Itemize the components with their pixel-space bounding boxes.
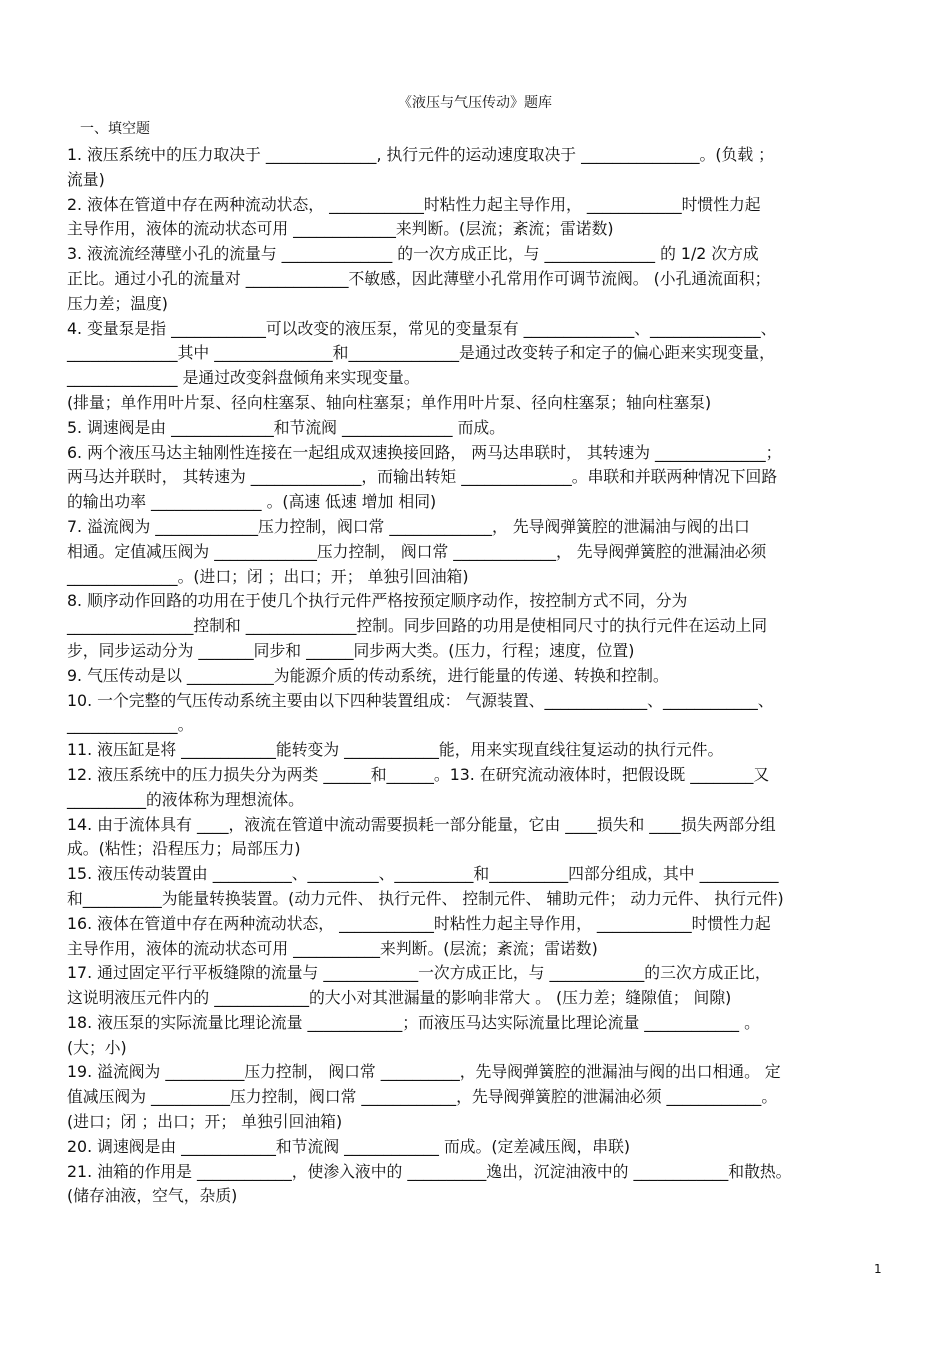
text-line: 21. 油箱的作用是 ____________，使渗入液中的 __________逸出，沉淀油液中的 ____________和散热。 [67, 1161, 792, 1181]
text-line: 这说明液压元件内的 ____________的大小对其泄漏量的影响非常大 。 (压力差；缝隙值； 间隙) [67, 988, 732, 1008]
document-title: 《液压与气压传动》题库 [398, 95, 552, 111]
text-line: 12. 液压系统中的压力损失分为两类 ______和______。13. 在研究流动液体时，把假设既 ________又 [67, 764, 770, 784]
text-line: 19. 溢流阀为 __________压力控制， 阀口常 __________，先导阀弹簧腔的泄漏油与阀的出口相通。 定 [67, 1062, 781, 1082]
text-line: 3. 液流流经薄壁小孔的流量与 ______________ 的一次方成正比，与 ______________ 的 1/2 次方成 [67, 244, 759, 264]
text-line: 正比。通过小孔的流量对 _____________不敏感，因此薄壁小孔常用作可调节流阀。 (小孔通流面积； [67, 268, 771, 288]
text-line: 20. 调速阀是由 ____________和节流阀 ____________ 而成。(定差减压阀，串联) [67, 1136, 631, 1156]
text-line: 两马达并联时， 其转速为 ______________，而输出转矩 ______________。串联和并联两种情况下回路 [67, 467, 778, 487]
text-line: 的输出功率 ______________ 。(高速 低速 增加 相同) [67, 492, 437, 512]
text-line: ______________。 [67, 715, 194, 735]
text-line: (储存油液，空气，杂质) [67, 1186, 238, 1206]
text-line: 5. 调速阀是由 _____________和节流阀 ______________ 而成。 [67, 417, 505, 437]
text-line: 相通。定值减压阀为 _____________压力控制， 阀口常 _____________， 先导阀弹簧腔的泄漏油必须 [67, 541, 767, 561]
text-line: 8. 顺序动作回路的功用在于使几个执行元件严格按预定顺序动作，按控制方式不同，分为 [67, 591, 688, 611]
question-list [67, 143, 885, 1209]
text-line: (大；小) [67, 1037, 127, 1057]
text-line: 16. 液体在管道中存在两种流动状态， ____________时粘性力起主导作用， ____________时惯性力起 [67, 913, 771, 933]
text-line: 14. 由于流体具有 ____，液流在管道中流动需要损耗一部分能量，它由 ____损失和 ____损失两部分组 [67, 814, 776, 834]
text-line: 6. 两个液压马达主轴刚性连接在一起组成双速换接回路， 两马达串联时， 其转速为 ______________； [67, 442, 782, 462]
text-line: (进口；闭 ；出口；开； 单独引回油箱) [67, 1112, 343, 1132]
text-line: 成。(粘性；沿程压力；局部压力) [67, 839, 301, 859]
text-line: 17. 通过固定平行平板缝隙的流量与 ____________一次方成正比，与 ____________的三次方成正比， [67, 963, 771, 983]
section-heading: 一、填空题 [80, 121, 150, 137]
text-line: 11. 液压缸是将 ____________能转变为 ____________能，用来实现直线往复运动的执行元件。 [67, 740, 724, 760]
text-line: 流量) [67, 169, 105, 189]
text-line: ______________。(进口；闭 ；出口；开； 单独引回油箱) [67, 566, 469, 586]
text-line: 10. 一个完整的气压传动系统主要由以下四种装置组成： 气源装置、_____________、____________、 [67, 690, 774, 710]
text-line: 15. 液压传动装置由 __________、_________、__________和__________四部分组成，其中 __________ [67, 864, 779, 884]
text-line: ________________控制和 ______________控制。同步回路的功用是使相同尺寸的执行元件在运动上同 [67, 616, 768, 636]
text-line: 和__________为能量转换装置。(动力元件、 执行元件、 控制元件、 辅助元件； 动力元件、 执行元件) [67, 888, 784, 908]
text-line: 1. 液压系统中的压力取决于 ______________, 执行元件的运动速度取决于 _______________。(负载 ； [67, 145, 774, 164]
text-line: 主导作用，液体的流动状态可用 _____________来判断。(层流；紊流；雷诺数) [67, 219, 614, 239]
text-line: 4. 变量泵是指 ____________可以改变的液压泵，常见的变量泵有 ______________、______________、 [67, 318, 777, 338]
text-line: 压力差；温度) [67, 293, 168, 313]
text-line: ______________其中 _______________和______________是通过改变转子和定子的偏心距来实现变量， [67, 343, 775, 363]
text-line: 2. 液体在管道中存在两种流动状态， ____________时粘性力起主导作用， ____________时惯性力起 [67, 194, 761, 214]
text-line: __________的液体称为理想流体。 [67, 789, 304, 809]
page-number: 1 [874, 1262, 882, 1276]
text-line: 主导作用，液体的流动状态可用 ___________来判断。(层流；紊流；雷诺数) [67, 938, 598, 958]
text-line: 步，同步运动分为 _______同步和 ______同步两大类。(压力，行程；速度，位置) [67, 640, 635, 660]
text-line: ______________ 是通过改变斜盘倾角来实现变量。 [67, 368, 420, 388]
text-line: 值减压阀为 __________压力控制，阀口常 ____________，先导阀弹簧腔的泄漏油必须 ____________。 [67, 1087, 778, 1107]
text-line: (排量；单作用叶片泵、径向柱塞泵、轴向柱塞泵；单作用叶片泵、径向柱塞泵；轴向柱塞泵) [67, 392, 712, 412]
text-line: 9. 气压传动是以 ___________为能源介质的传动系统，进行能量的传递、转换和控制。 [67, 665, 669, 685]
text-line: 7. 溢流阀为 _____________压力控制，阀口常 _____________， 先导阀弹簧腔的泄漏油与阀的出口 [67, 516, 750, 536]
text-line: 18. 液压泵的实际流量比理论流量 ____________；而液压马达实际流量比理论流量 ____________ 。 [67, 1012, 760, 1032]
